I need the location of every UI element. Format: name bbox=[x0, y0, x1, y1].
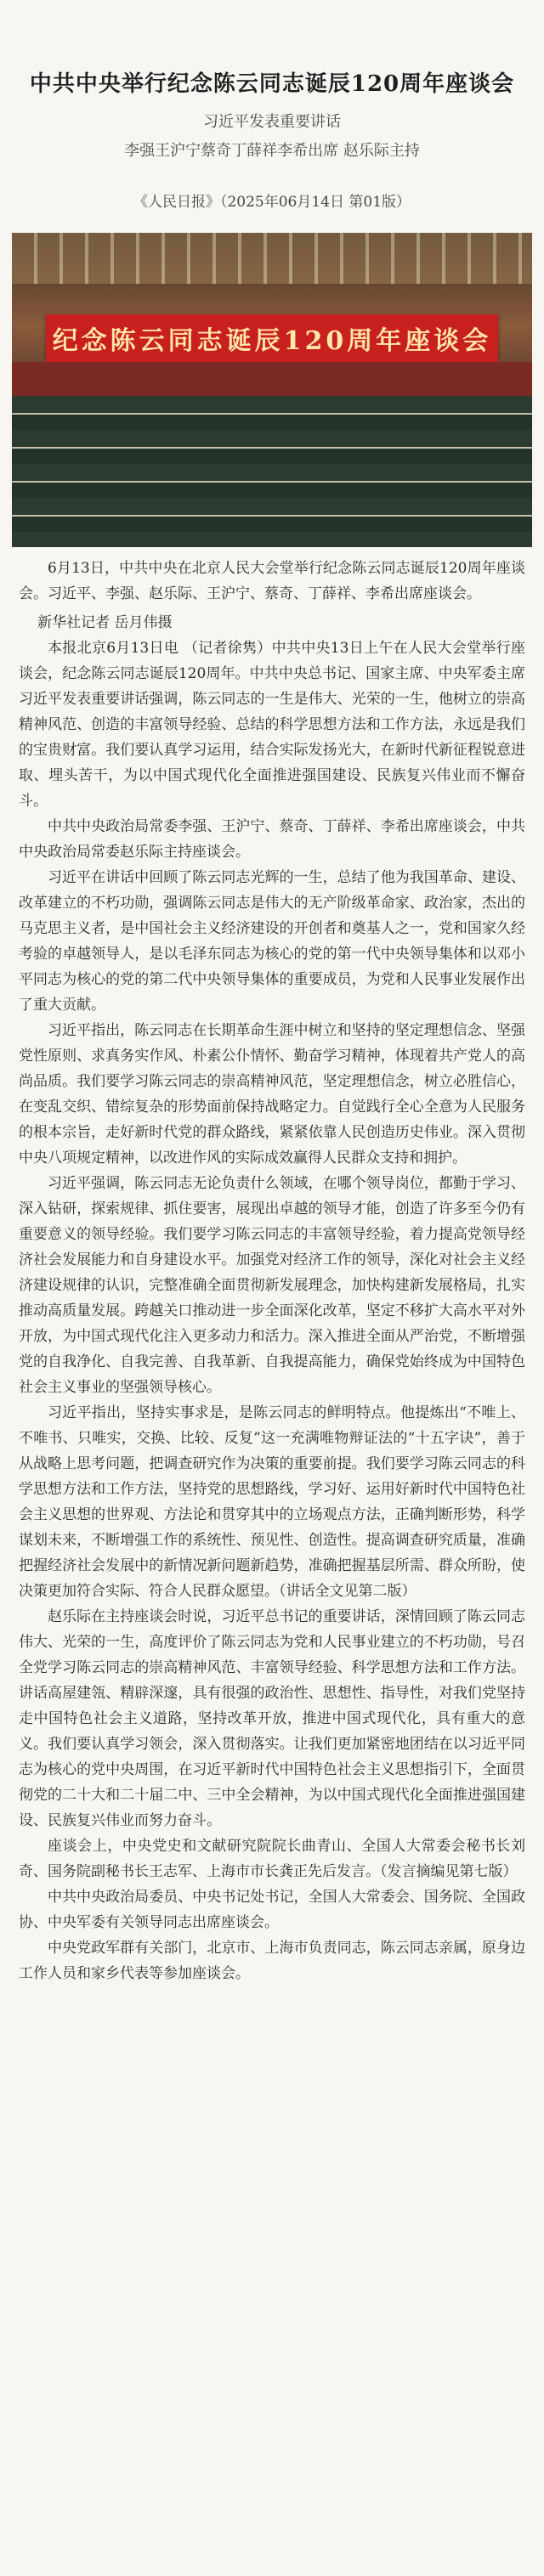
audience-rows bbox=[12, 396, 532, 547]
source-line: 《人民日报》（2025年06月14日 第01版） bbox=[133, 194, 411, 211]
meeting-banner: 纪念陈云同志诞辰120周年座谈会 bbox=[46, 314, 498, 362]
attendees-line: 李强王沪宁蔡奇丁薛祥李希出席 赵乐际主持 bbox=[124, 142, 420, 160]
paragraph: 习近平在讲话中回顾了陈云同志光辉的一生，总结了他为我国革命、建设、改革建立的不朽功勋，强调陈云同志是伟大的无产阶级革命家、政治家，杰出的马克思主义者，是中国社会主义经济建设的开创者和奠基人之一，党和国家久经考验的卓越领导人，是以毛泽东同志为核心的党的第一代中央领导集体和以邓小平同志为核心的党的第二代中央领导集体的重要成员，为党和人民事业发展作出了重大贡献。 bbox=[19, 869, 525, 1014]
photo-byline: 新华社记者 岳月伟摄 bbox=[37, 614, 173, 631]
meeting-photo bbox=[12, 233, 532, 547]
paragraph: 本报北京6月13日电 （记者徐隽）中共中央13日上午在人民大会堂举行座谈会，纪念陈云同志诞辰120周年。中共中央总书记、国家主席、中央军委主席习近平发表重要讲话强调，陈云同志的一生是伟大、光荣的一生，他树立的崇高精神风范、创造的丰富领导经验、总结的科学思想方法和工作方法，永远是我们的宝贵财富。我们要认真学习运用，结合实际发扬光大，在新时代新征程锐意进取、埋头苦干，为以中国式现代化全面推进强国建设、民族复兴伟业而不懈奋斗。 bbox=[19, 640, 525, 810]
paragraph: 中央党政军群有关部门，北京市、上海市负责同志，陈云同志亲属，原身边工作人员和家乡代表等参加座谈会。 bbox=[19, 1940, 525, 1982]
paragraph: 中共中央政治局常委李强、王沪宁、蔡奇、丁薛祥、李希出席座谈会，中共中央政治局常委赵乐际主持座谈会。 bbox=[19, 818, 525, 861]
paragraph: 赵乐际在主持座谈会时说，习近平总书记的重要讲话，深情回顾了陈云同志伟大、光荣的一生，高度评价了陈云同志为党和人民事业建立的不朽功勋，号召全党学习陈云同志的崇高精神风范、丰富领导经验、科学思想方法和工作方法。讲话高屋建瓴、精辟深邃，具有很强的政治性、思想性、指导性，对我们党坚持走中国特色社会主义道路，坚持改革开放，推进中国式现代化，具有重大的意义。我们要认真学习领会，深入贯彻落实。让我们更加紧密地团结在以习近平同志为核心的党中央周围，在习近平新时代中国特色社会主义思想指引下，全面贯彻党的二十大和二十届二中、三中全会精神，为以中国式现代化全面推进强国建设、民族复兴伟业而努力奋斗。 bbox=[19, 1608, 525, 1829]
paragraph: 习近平指出，陈云同志在长期革命生涯中树立和坚持的坚定理想信念、坚强党性原则、求真务实作风、朴素公仆情怀、勤奋学习精神，体现着共产党人的高尚品质。我们要学习陈云同志的崇高精神风范，坚定理想信念，树立必胜信心，在变乱交织、错综复杂的形势面前保持战略定力。自觉践行全心全意为人民服务的根本宗旨，走好新时代党的群众路线，紧紧依靠人民创造历史伟业。深入贯彻中央八项规定精神，以改进作风的实际成效赢得人民群众支持和拥护。 bbox=[19, 1022, 525, 1167]
paragraph: 习近平强调，陈云同志无论负责什么领域，在哪个领导岗位，都勤于学习、深入钻研，探索规律、抓住要害，展现出卓越的领导才能，创造了许多至今仍有重要意义的领导经验。我们要学习陈云同志的丰富领导经验，着力提高党领导经济社会发展能力和自身建设水平。加强党对经济工作的领导，深化对社会主义经济建设规律的认识，完整准确全面贯彻新发展理念，加快构建新发展格局，扎实推动高质量发展。跨越关口推动进一步全面深化改革，坚定不移扩大高水平对外开放，为中国式现代化注入更多动力和活力。深入推进全面从严治党，不断增强党的自我净化、自我完善、自我革新、自我提高能力，确保党始终成为中国特色社会主义事业的坚强领导核心。 bbox=[19, 1175, 525, 1396]
photo-caption: 6月13日，中共中央在北京人民大会堂举行纪念陈云同志诞辰120周年座谈会。习近平、李强、赵乐际、王沪宁、蔡奇、丁薛祥、李希出席座谈会。 bbox=[19, 560, 525, 602]
ceiling-lights bbox=[12, 233, 532, 284]
paragraph: 中共中央政治局委员、中央书记处书记，全国人大常委会、国务院、全国政协、中央军委有关领导同志出席座谈会。 bbox=[19, 1889, 525, 1931]
article-body bbox=[0, 556, 544, 1986]
paragraph: 座谈会上，中央党史和文献研究院院长曲青山、全国人大常委会秘书长刘奇、国务院副秘书长王志军、上海市市长龚正先后发言。（发言摘编见第七版） bbox=[19, 1838, 525, 1880]
stage bbox=[12, 362, 532, 396]
headline: 中共中央举行纪念陈云同志诞辰120周年座谈会 bbox=[29, 71, 515, 97]
paragraph: 习近平指出，坚持实事求是，是陈云同志的鲜明特点。他提炼出“不唯上、不唯书、只唯实，交换、比较、反复”这一充满唯物辩证法的“十五字诀”，善于从战略上思考问题，把调查研究作为决策的重要前提。我们要学习陈云同志的科学思想方法和工作方法，坚持党的思想路线，学习好、运用好新时代中国特色社会主义思想的世界观、方法论和贯穿其中的立场观点方法，正确判断形势，科学谋划未来，不断增强工作的系统性、预见性、创造性。提高调查研究质量，准确把握经济社会发展中的新情况新问题新趋势，准确把握基层所需、群众所盼，使决策更加符合实际、符合人民群众愿望。（讲话全文见第二版） bbox=[19, 1404, 525, 1600]
subheadline: 习近平发表重要讲话 bbox=[203, 113, 341, 131]
